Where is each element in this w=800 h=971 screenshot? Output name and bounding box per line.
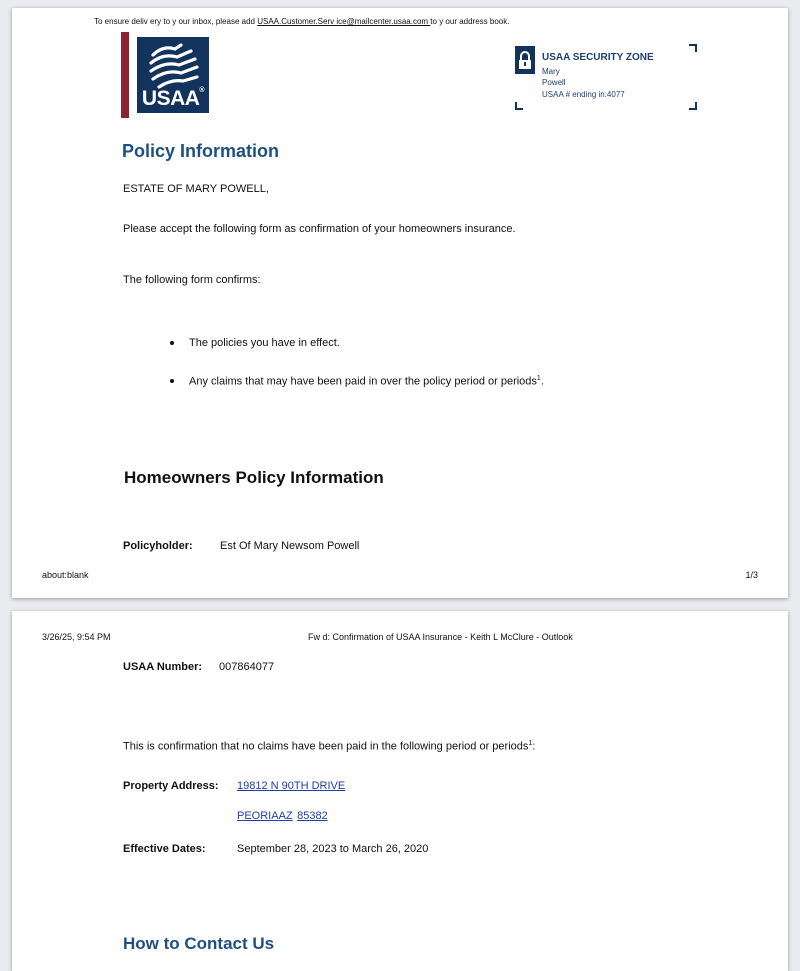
notice-text-after: to y our address book. [430,17,510,26]
contact-heading: How to Contact Us [123,934,275,953]
print-header-title: Fw d: Confirmation of USAA Insurance - Keith L McClure - Outlook [308,632,573,642]
notice-text-before: To ensure deliv ery to y our inbox, please add [94,17,258,26]
usaa-number-label: USAA Number: [123,661,203,673]
no-claims-confirmation: This is confirmation that no claims have been paid in the following period or periods$^1$: [123,740,536,753]
corner-mark [515,102,523,110]
policyholder-value: Est Of Mary Newsom Powell [220,540,360,552]
usaa-number-value: 007864077 [219,661,275,673]
section-heading: Homeowners Policy Information [124,468,384,487]
customer-service-email-link[interactable]: USAA.Customer.Serv ice@mailcenter.usaa.com [257,17,431,26]
property-city-state-link[interactable]: PEORIAAZ [237,810,293,822]
footer-url: about:blank [42,570,89,580]
corner-mark [689,44,697,52]
list-item: Any claims that may have been paid in over the policy period or periods$^1$. [189,375,544,388]
intro-paragraph: Please accept the following form as confirmation of your homeowners insurance. [123,223,516,235]
security-zone-box [515,44,697,110]
page-title: Policy Information [122,141,280,161]
salutation: ESTATE OF MARY POWELL, [123,183,269,195]
document-page-1 [12,8,788,598]
property-address-label: Property Address: [123,780,219,792]
property-city-line [237,806,328,824]
address-book-notice [94,17,509,26]
member-first-name: Mary [542,67,560,76]
page-number: 1/3 [745,570,758,580]
member-account-ending: USAA # ending in:4077 [542,90,625,99]
effective-dates-label: Effective Dates: [123,843,206,855]
confirms-label: The following form confirms: [123,274,261,286]
effective-dates-value: September 28, 2023 to March 26, 2020 [237,843,429,855]
bullet-dot [170,379,174,383]
eagle-icon [137,41,209,93]
brand-red-bar [121,32,129,118]
policyholder-label: Policyholder: [123,540,193,552]
property-street-link[interactable]: 19812 N 90TH DRIVE [237,780,346,792]
logo-wordmark: USAA® [141,87,205,110]
document-page-2 [12,611,788,971]
property-zip-link[interactable]: 85382 [297,810,328,822]
security-zone-title: USAA SECURITY ZONE [542,52,654,63]
usaa-logo [137,37,209,113]
print-timestamp: 3/26/25, 9:54 PM [42,632,111,642]
lock-icon [515,46,535,74]
corner-mark [689,102,697,110]
footnote-marker: 1 [536,375,541,382]
member-last-name: Powell [542,78,566,87]
footnote-marker: 1 [528,740,533,747]
bullet-dot [170,341,174,345]
list-item: The policies you have in effect. [189,337,340,349]
